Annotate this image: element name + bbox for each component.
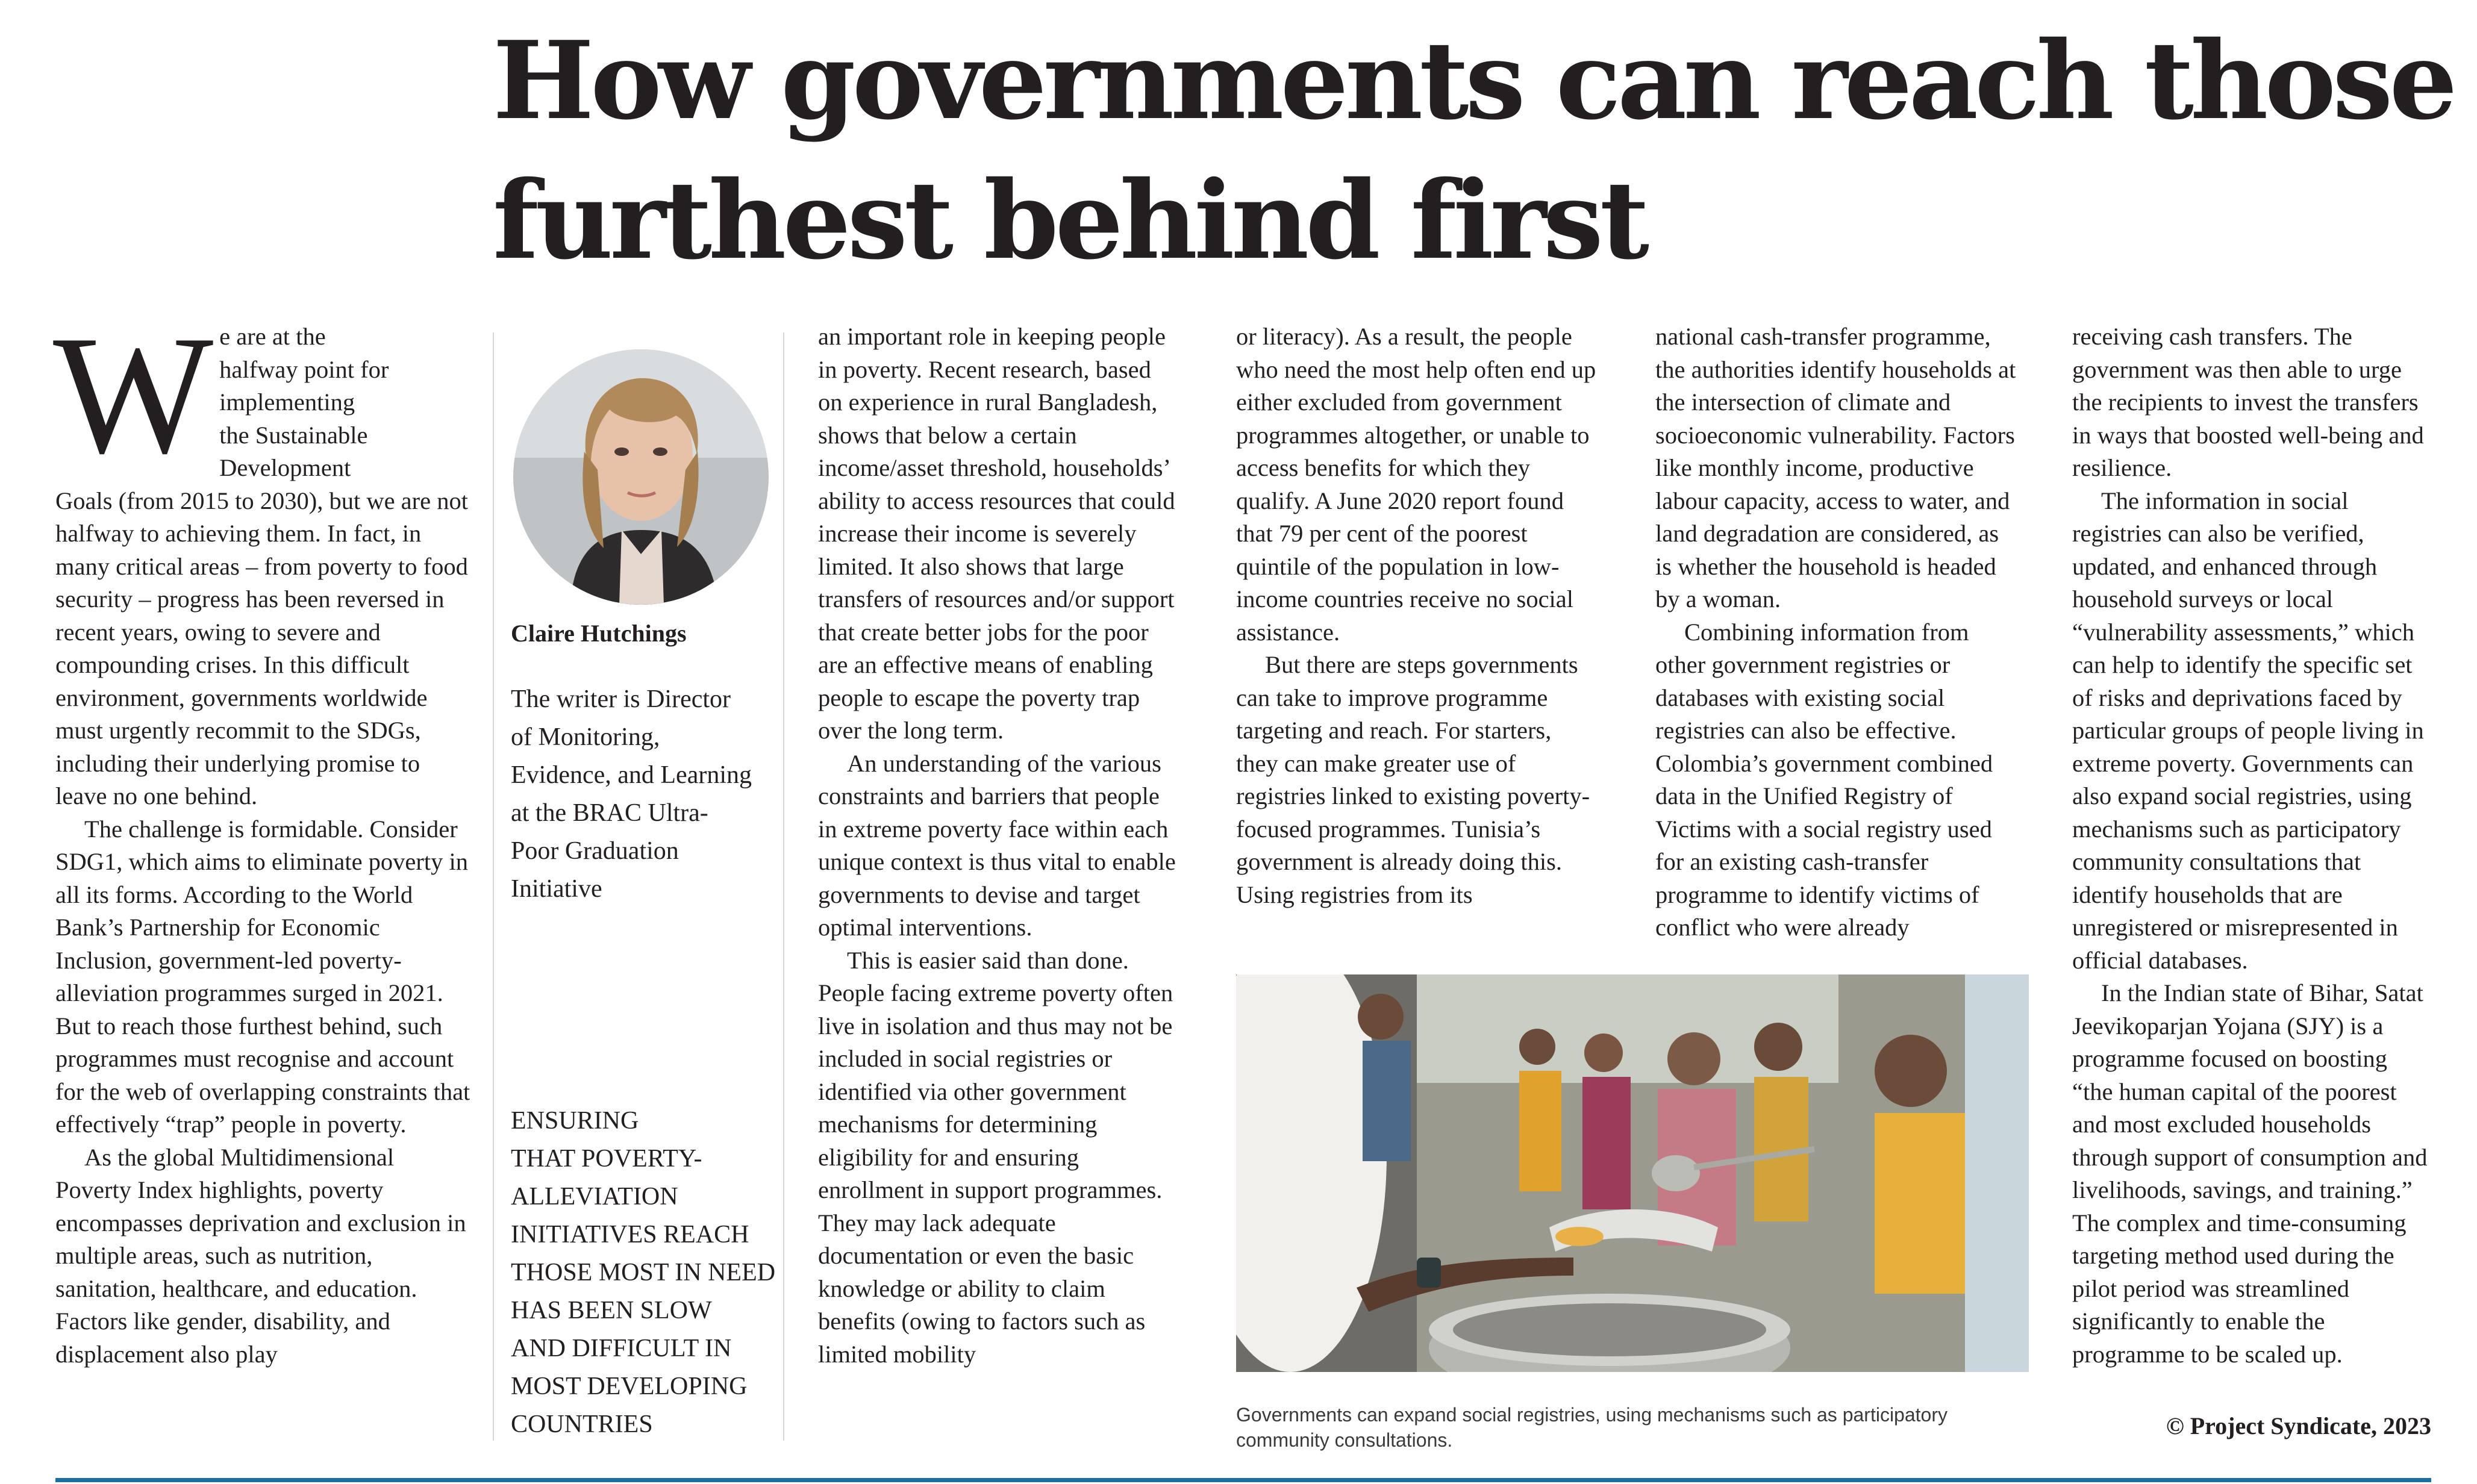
author-name: Claire Hutchings [511,620,687,647]
pull-quote [511,1102,788,1444]
column-divider [783,332,784,1441]
article-column-1 [53,301,471,1371]
article-column-3 [818,320,1181,1371]
copyright-credit: © Project Syndicate, 2023 [2166,1412,2431,1439]
bottom-rule [55,1478,2431,1482]
photo-caption: Governments can expand social registries, using mechanisms such as participatory community consultations. [1236,1404,1948,1451]
text-line: implementing [219,388,355,416]
paragraph: receiving cash transfers. The government was then able to urge the recipients to invest the transfers in ways that boosted well-being and resilience. [2072,323,2424,481]
author-portrait [513,349,769,605]
paragraph: An understanding of the various constraints and barriers that people in extreme poverty face within each unique context is thus vital to enable governments to devise and target optimal interventions. [818,749,1176,941]
article-column-5 [1655,320,2017,944]
headline-line-1: How governments can reach those [493,17,2454,143]
paragraph: Goals (from 2015 to 2030), but we are not halfway to achieving them. In fact, in many critical areas – from poverty to food security – progress has been reversed in recent years, owing to severe and compounding crises. In this difficult environment, governments worldwide must urgently recommit to the SDGs, including their underlying promise to leave no one behind. [55,487,468,809]
paragraph: The challenge is formidable. Consider SDG1, which aims to eliminate poverty in all its forms. According to the World Bank’s Partnership for Economic Inclusion, government-led poverty-alleviation programmes surged in 2021. But to reach those furthest behind, such programmes must recognise and account for the web of overlapping constraints that effectively “trap” people in poverty. [55,815,470,1138]
pull-quote-line: HAS BEEN SLOW [511,1297,712,1324]
author-bio-line: The writer is Director [511,685,731,713]
text-line: halfway point for [219,355,389,383]
article-photo [1236,974,2029,1372]
headline [493,11,2454,290]
text-line: Development [219,454,351,481]
pull-quote-line: AND DIFFICULT IN [511,1335,732,1362]
text-line: the Sustainable [219,421,368,449]
pull-quote-line: MOST DEVELOPING [511,1373,748,1400]
article-column-4 [1236,320,1598,911]
author-bio-line: Initiative [511,875,602,903]
drop-cap: W [53,301,214,488]
paragraph: In the Indian state of Bihar, Satat Jeevikoparjan Yojana (SJY) is a programme focused on boosting “the human capital of the poorest and most excluded households through support of consumption and livelihoods, savings, and training.” The complex and time-consuming targeting method used during the pilot period was streamlined significantly to enable the programme to be scaled up. [2072,979,2428,1368]
paragraph: Combining information from other government registries or databases with existing social registries can also be effective. Colombia’s government combined data in the Unified Registry of Victims with a social registry used for an existing cash-transfer programme to identify victims of conflict who were already [1655,618,1993,941]
paragraph: This is easier said than done. People facing extreme poverty often live in isolation and thus may not be included in social registries or identified via other government mechanisms for determining eligibility for and ensuring enrollment in support programmes. They may lack adequate documentation or even the basic knowledge or ability to claim benefits (owing to factors such as limited mobility [818,946,1173,1368]
headline-line-2: furthest behind first [493,157,1646,283]
pull-quote-line: COUNTRIES [511,1411,653,1438]
article-column-6 [2072,320,2434,1371]
column-divider [493,332,494,1441]
author-bio-line: of Monitoring, [511,723,660,751]
author-bio [511,681,776,908]
pull-quote-line: INITIATIVES REACH [511,1221,749,1249]
paragraph: The information in social registries can also be verified, updated, and enhanced through household surveys or local “vulnerability assessments,” which can help to identify the specific set of risks and deprivations faced by particular groups of people living in extreme poverty. Governments can also expand social registries, using mechanisms such as participatory community consultations that identify households that are unregistered or misrepresented in official databases. [2072,487,2424,974]
paragraph: But there are steps governments can take to improve programme targeting and reach. For starters, they can make greater use of registries linked to existing poverty-focused programmes. Tunisia’s government is already doing this. Using registries from its [1236,651,1590,908]
author-bio-line: at the BRAC Ultra- [511,799,708,827]
paragraph: an important role in keeping people in poverty. Recent research, based on experience in rural Bangladesh, shows that below a certain income/asset threshold, households’ ability to access resources that could increase their income is severely limited. It also shows that large transfers of resources and/or support that create better jobs for the poor are an effective means of enabling people to escape the poverty trap over the long term. [818,323,1175,744]
paragraph: As the global Multidimensional Poverty Index highlights, poverty encompasses deprivation and exclusion in multiple areas, such as nutrition, sanitation, healthcare, and education. Factors like gender, disability, and displacement also play [55,1143,466,1368]
author-bio-line: Evidence, and Learning [511,761,752,789]
paragraph: or literacy). As a result, the people who need the most help often end up either excluded from government programmes altogether, or unable to access benefits for which they qualify. A June 2020 report found that 79 per cent of the poorest quintile of the population in low-income countries receive no social assistance. [1236,323,1596,646]
author-bio-line: Poor Graduation [511,837,679,865]
pull-quote-line: ENSURING [511,1107,639,1135]
pull-quote-line: ALLEVIATION [511,1183,678,1211]
text-line: e are at the [219,323,326,350]
pull-quote-line: THAT POVERTY- [511,1145,702,1173]
paragraph: national cash-transfer programme, the authorities identify households at the intersection of climate and socioeconomic vulnerability. Factors like monthly income, productive labour capacity, access to water, and land degradation are considered, as is whether the household is headed by a woman. [1655,323,2016,613]
pull-quote-line: THOSE MOST IN NEED [511,1259,776,1286]
